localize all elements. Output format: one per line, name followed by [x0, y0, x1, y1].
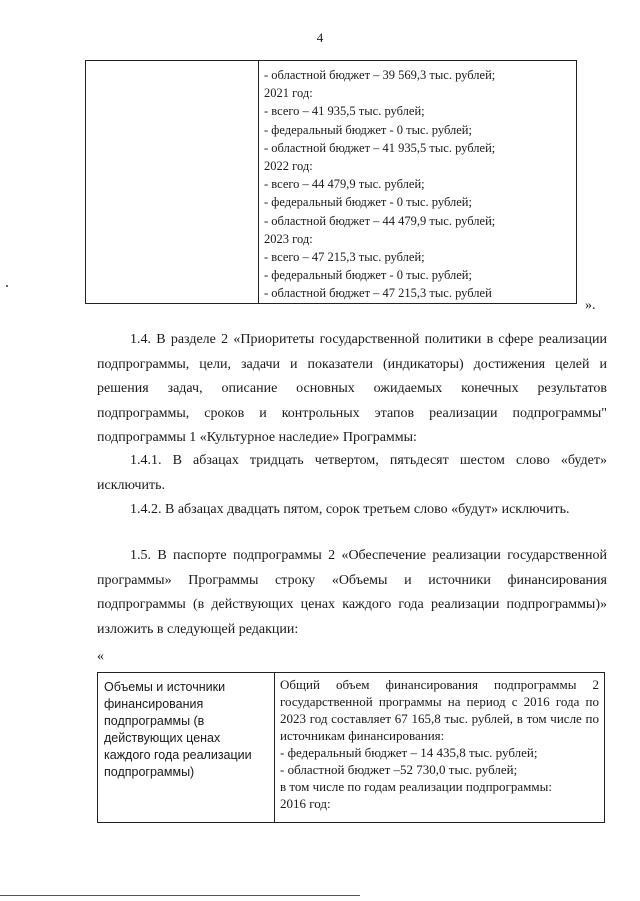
table1-line: 2021 год:: [264, 86, 313, 101]
table1-line: 2023 год:: [264, 231, 313, 246]
paragraph-text: 1.4. В разделе 2 «Приоритеты государственной политики в сфере реализации подпрограммы, цели, задачи и показатели (индикаторы) достижения целей и решения задач, описание основных ожидаемых конечных результатов подпрограммы, сроков и контрольных этапов реализации подпрограммы" подпрограммы 1 «Культурное наследие» Программы:: [97, 332, 607, 445]
table2-line: - федеральный бюджет – 14 435,8 тыс. рублей;: [280, 745, 538, 760]
table1-line: - федеральный бюджет - 0 тыс. рублей;: [264, 268, 472, 283]
table1-line: 2022 год:: [264, 159, 313, 174]
paragraph-text: 1.4.1. В абзацах тридцать четвертом, пятьдесят шестом слово «будет» исключить.: [97, 453, 607, 493]
table1-line: - областной бюджет – 41 935,5 тыс. рублей;: [264, 140, 496, 155]
bottom-divider: [0, 895, 360, 896]
table2-line: 2016 год:: [280, 796, 331, 811]
table1-line: - областной бюджет – 39 569,3 тыс. рублей;: [264, 68, 496, 82]
table2-right-cell: [275, 673, 605, 823]
table1-line: - областной бюджет – 44 479,9 тыс. рублей;: [264, 213, 496, 228]
closing-quote: ».: [585, 298, 596, 313]
paragraph-text: 1.5. В паспорте подпрограммы 2 «Обеспечение реализации государственной программы» Программы строку «Объемы и источники финансирования подпрограммы (в действующих ценах каждого года реализации подпрограммы)» изложить в следующей редакции:: [97, 548, 607, 637]
table2-left-cell: Объемы и источники финансирования подпрограммы (в действующих ценах каждого года реализации подпрограммы): [98, 673, 275, 823]
table2-line: в том числе по годам реализации подпрограммы:: [280, 779, 552, 794]
paragraph-1-4: [97, 328, 607, 451]
paragraph-1-5: [97, 544, 607, 642]
financing-table-subprogram-2: [97, 672, 605, 823]
table2-line: Общий объем финансирования подпрограммы 2 государственной программы на период с 2016 года по 2023 год составляет 67 165,8 тыс. рублей, в том числе по источникам финансирования:: [280, 677, 599, 743]
table1-line: - областной бюджет – 47 215,3 тыс. рублей: [264, 286, 492, 301]
table1-left-cell: [86, 61, 259, 304]
paragraph-text: 1.4.2. В абзацах двадцать пятом, сорок третьем слово «будут» исключить.: [130, 502, 570, 517]
opening-quote: «: [97, 649, 104, 664]
table1-line: - всего – 44 479,9 тыс. рублей;: [264, 177, 425, 192]
page-number: 4: [316, 30, 324, 45]
scan-speck: [6, 285, 8, 287]
financing-table-continued: [85, 60, 577, 304]
table1-right-cell: [259, 61, 577, 304]
paragraph-1-4-1: [97, 449, 607, 498]
table1-line: - федеральный бюджет - 0 тыс. рублей;: [264, 122, 472, 137]
table1-line: - всего – 41 935,5 тыс. рублей;: [264, 104, 425, 119]
paragraph-1-4-2: [97, 498, 607, 523]
table1-line: - всего – 47 215,3 тыс. рублей;: [264, 250, 425, 265]
table2-line: - областной бюджет –52 730,0 тыс. рублей;: [280, 762, 518, 777]
table1-line: - федеральный бюджет - 0 тыс. рублей;: [264, 195, 472, 210]
